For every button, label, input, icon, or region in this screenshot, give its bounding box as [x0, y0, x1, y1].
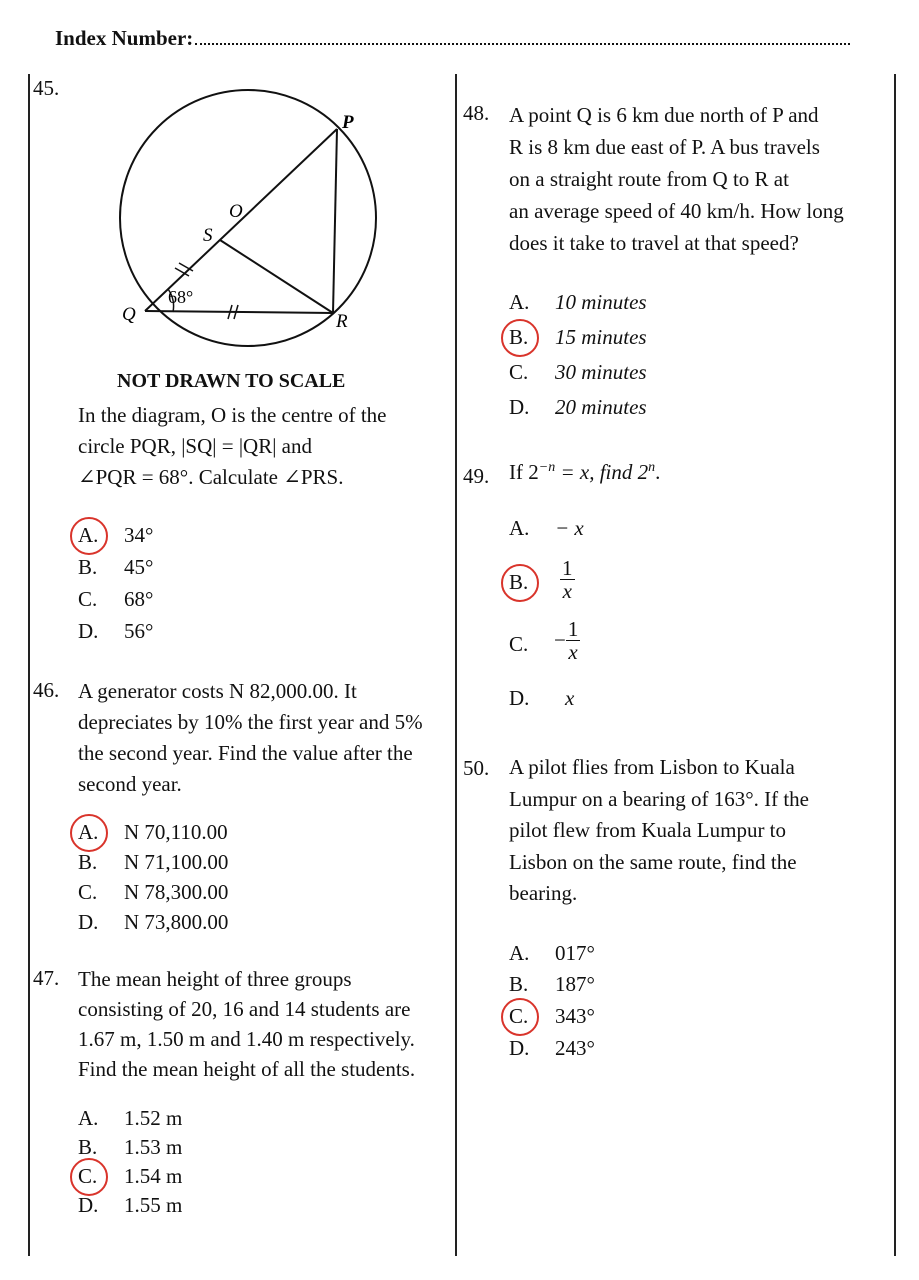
- label-o: O: [229, 201, 243, 222]
- option-text: 56°: [124, 619, 154, 643]
- q50-option-a[interactable]: [509, 941, 595, 966]
- option-letter: A.: [78, 1106, 99, 1130]
- q47-line: Find the mean height of all the students.: [78, 1057, 416, 1081]
- answer-mark: C.: [509, 1004, 529, 1028]
- q49-stem-end: .: [655, 460, 661, 484]
- option-letter: D.: [509, 395, 530, 419]
- option-letter: A.: [509, 516, 530, 540]
- q46-line: A generator costs N 82,000.00. It: [78, 679, 357, 703]
- fraction-denominator: x: [562, 579, 572, 603]
- q46-line: depreciates by 10% the first year and 5%: [78, 710, 423, 734]
- option-text: 243°: [555, 1036, 595, 1060]
- q45-option-b[interactable]: [78, 555, 153, 580]
- answer-mark: B.: [509, 570, 529, 594]
- option-text: 15 minutes: [555, 325, 647, 349]
- q46-stem: [78, 676, 423, 800]
- q48-line: on a straight route from Q to R at: [509, 167, 789, 191]
- option-letter: B.: [78, 555, 98, 579]
- chord-pr: [333, 129, 337, 313]
- q47-option-d[interactable]: [78, 1193, 182, 1218]
- q48-option-c[interactable]: [509, 360, 647, 385]
- fraction-numerator: 1: [567, 617, 579, 641]
- option-letter: C.: [78, 587, 98, 611]
- q45-line: ∠PQR = 68°. Calculate ∠PRS.: [78, 465, 344, 489]
- q50-option-d[interactable]: [509, 1036, 595, 1061]
- q45-line: In the diagram, O is the centre of the: [78, 403, 387, 427]
- q50-stem: [509, 752, 809, 910]
- q46-number: 46.: [33, 678, 60, 702]
- q47-line: The mean height of three groups: [78, 967, 352, 991]
- q47-line: 1.67 m, 1.50 m and 1.40 m respectively.: [78, 1027, 415, 1051]
- q49-option-c[interactable]: [509, 632, 555, 657]
- fraction-numerator: 1: [562, 556, 573, 580]
- q45-stem: [78, 400, 386, 493]
- option-letter: D.: [509, 686, 530, 710]
- option-letter: B.: [78, 850, 98, 874]
- fraction-denominator: x: [568, 640, 578, 664]
- option-text: 34°: [124, 523, 154, 547]
- option-letter: C.: [78, 880, 98, 904]
- answer-mark: C.: [78, 1164, 98, 1188]
- option-letter: B.: [509, 972, 529, 996]
- option-text: 1.55 m: [124, 1193, 183, 1217]
- option-text: 1.54 m: [124, 1164, 183, 1188]
- option-letter: D.: [78, 619, 99, 643]
- q49-option-c-fraction: [554, 618, 580, 663]
- option-letter: D.: [509, 1036, 530, 1060]
- q47-stem: [78, 964, 415, 1084]
- q49-number: 49.: [463, 464, 490, 488]
- option-text: N 78,300.00: [124, 880, 229, 904]
- q48-line: does it take to travel at that speed?: [509, 231, 799, 255]
- option-text: − x: [555, 516, 584, 540]
- option-letter: C.: [509, 632, 529, 656]
- answer-mark: B.: [509, 325, 529, 349]
- q47-line: consisting of 20, 16 and 14 students are: [78, 997, 411, 1021]
- q50-line: Lumpur on a bearing of 163°. If the: [509, 786, 809, 811]
- option-text: x: [565, 686, 575, 710]
- q45-line: circle PQR, |SQ| = |QR| and: [78, 434, 312, 458]
- option-text: 1.53 m: [124, 1135, 183, 1159]
- q50-line: A pilot flies from Lisbon to Kuala: [509, 755, 795, 779]
- q49-option-b[interactable]: [509, 570, 555, 595]
- q49-stem-prefix: If 2: [509, 460, 539, 484]
- q46-line: second year.: [78, 772, 182, 796]
- q49-exponent-n: n: [648, 460, 656, 475]
- q50-option-c[interactable]: [509, 1004, 595, 1029]
- top-left-rule: [28, 74, 30, 1256]
- label-r: R: [336, 311, 348, 332]
- q46-option-d[interactable]: [78, 910, 228, 935]
- q49-stem-mid: = x, find 2: [555, 460, 649, 484]
- option-text: N 73,800.00: [124, 910, 229, 934]
- q48-stem: [509, 99, 844, 259]
- option-text: N 70,110.00: [124, 820, 228, 844]
- q47-option-b[interactable]: [78, 1135, 182, 1160]
- option-text: 30 minutes: [555, 360, 647, 384]
- q48-line: an average speed of 40 km/h. How long: [509, 199, 844, 223]
- q48-option-b[interactable]: [509, 325, 647, 350]
- right-rule: [894, 74, 896, 1256]
- q49-exponent-neg-n: −n: [538, 460, 556, 475]
- answer-mark: A.: [78, 820, 99, 844]
- label-angle: 68°: [168, 287, 194, 307]
- q50-number: 50.: [463, 756, 490, 780]
- q45-circle-diagram: [110, 80, 390, 360]
- q47-option-c[interactable]: [78, 1164, 182, 1189]
- option-text: 187°: [555, 972, 595, 996]
- index-number-label: Index Number:: [55, 26, 194, 50]
- q48-option-a[interactable]: [509, 290, 647, 315]
- circle-pqr: [120, 90, 376, 346]
- q45-option-a[interactable]: [78, 523, 153, 548]
- option-letter: A.: [509, 941, 530, 965]
- answer-mark: A.: [78, 523, 99, 547]
- option-letter: C.: [509, 360, 529, 384]
- not-to-scale-caption: NOT DRAWN TO SCALE: [117, 370, 346, 392]
- segment-sr: [220, 240, 333, 313]
- option-text: 1.52 m: [124, 1106, 183, 1130]
- option-letter: A.: [509, 290, 530, 314]
- column-divider: [455, 74, 457, 1256]
- index-number-field: [55, 26, 850, 51]
- q48-line: A point Q is 6 km due north of P and: [509, 103, 819, 127]
- q46-option-a[interactable]: [78, 820, 228, 845]
- option-letter: B.: [78, 1135, 98, 1159]
- q47-option-a[interactable]: [78, 1106, 182, 1131]
- option-text: N 71,100.00: [124, 850, 229, 874]
- option-text: 017°: [555, 941, 595, 965]
- q48-number: 48.: [463, 101, 490, 125]
- label-p: P: [342, 112, 354, 133]
- q48-line: R is 8 km due east of P. A bus travels: [509, 135, 820, 159]
- q46-option-b[interactable]: [78, 850, 228, 875]
- q50-option-b[interactable]: [509, 972, 595, 997]
- q49-option-b-fraction: [560, 557, 575, 602]
- q50-line: pilot flew from Kuala Lumpur to: [509, 818, 787, 842]
- option-letter: D.: [78, 910, 99, 934]
- q50-line: bearing.: [509, 881, 578, 905]
- option-text: 10 minutes: [555, 290, 647, 314]
- option-text: 45°: [124, 555, 154, 579]
- option-letter: D.: [78, 1193, 99, 1217]
- option-text: 68°: [124, 587, 154, 611]
- q49-option-d[interactable]: [509, 686, 574, 711]
- q46-option-c[interactable]: [78, 880, 228, 905]
- q50-line: Lisbon on the same route, find the: [509, 849, 797, 874]
- index-number-blank: [195, 29, 850, 45]
- option-text: 343°: [555, 1004, 595, 1028]
- q46-line: the second year. Find the value after the: [78, 741, 413, 765]
- option-text: 20 minutes: [555, 395, 647, 419]
- label-s: S: [203, 225, 213, 246]
- label-q: Q: [122, 304, 136, 325]
- q49-option-a[interactable]: [509, 516, 584, 541]
- q47-number: 47.: [33, 966, 60, 990]
- q45-number: 45.: [33, 76, 60, 100]
- q49-stem: [509, 460, 660, 485]
- q45-option-d[interactable]: [78, 619, 153, 644]
- q48-option-d[interactable]: [509, 395, 647, 420]
- fraction-sign: −: [554, 628, 566, 652]
- q45-option-c[interactable]: [78, 587, 153, 612]
